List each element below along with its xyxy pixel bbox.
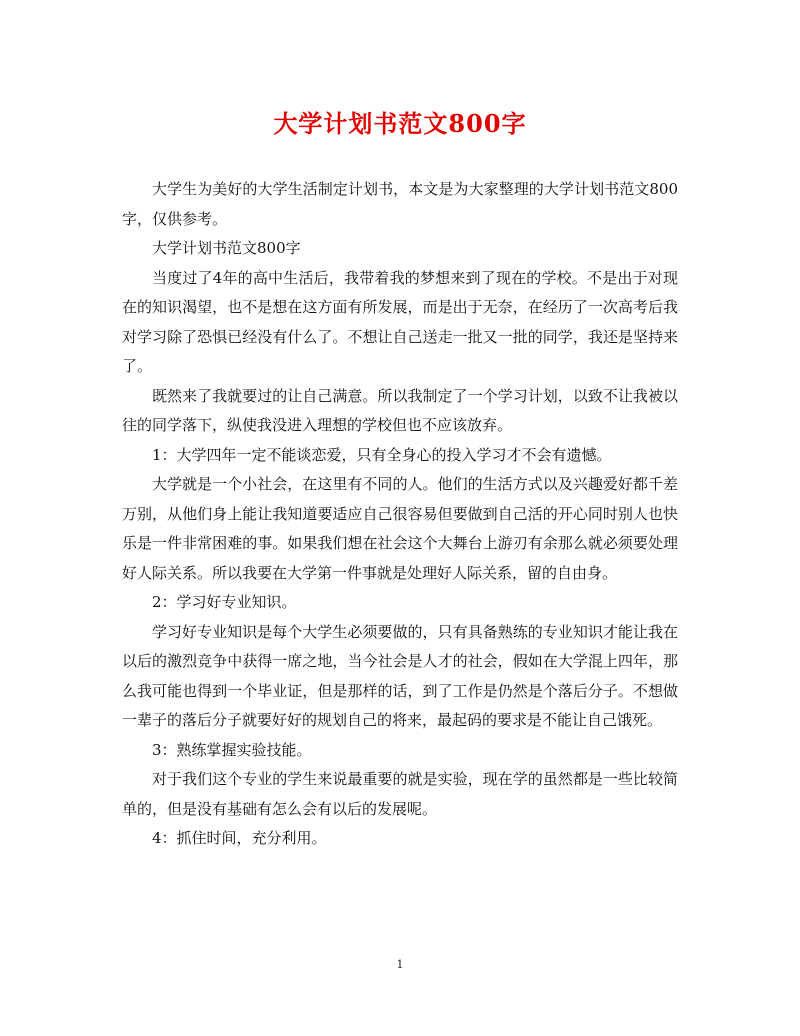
list-item-heading: 4：抓住时间，充分利用。 (152, 829, 327, 847)
paragraph: 大学生为美好的大学生活制定计划书，本文是为大家整理的大学计划书范文800字，仅供参考。 (122, 180, 678, 228)
paragraph: 对于我们这个专业的学生来说最重要的就是实验，现在学的虽然都是一些比较简单的，但是没有基础有怎么会有以后的发展呢。 (122, 770, 678, 818)
paragraph: 学习好专业知识是每个大学生必须要做的，只有具备熟练的专业知识才能让我在以后的激烈竞争中获得一席之地，当今社会是人才的社会，假如在大学混上四年，那么我可能也得到一个毕业证，但是那样的话，到了工作是仍然是个落后分子。不想做一辈子的落后分子就要好好的规划自己的将来，最起码的要求是不能让自己饿死。 (122, 622, 678, 729)
page-number: 1 (396, 958, 404, 971)
paragraph: 当度过了4年的高中生活后，我带着我的梦想来到了现在的学校。不是出于对现在的知识渴望，也不是想在这方面有所发展，而是出于无奈，在经历了一次高考后我对学习除了恐惧已经没有什么了。不想让自己送走一批又一批的同学，我还是坚持来了。 (122, 268, 678, 375)
list-item-heading: 2：学习好专业知识。 (152, 593, 297, 611)
list-item-heading: 3：熟练掌握实验技能。 (152, 740, 312, 759)
document-body (122, 175, 678, 854)
section-heading: 大学计划书范文800字 (152, 239, 301, 257)
paragraph: 既然来了我就要过的让自己满意。所以我制定了一个学习计划，以致不让我被以往的同学落下，纵使我没进入理想的学校但也不应该放弃。 (122, 386, 678, 434)
list-item-heading: 1：大学四年一定不能谈恋爱，只有全身心的投入学习才不会有遗憾。 (152, 445, 612, 464)
paragraph: 大学就是一个小社会，在这里有不同的人。他们的生活方式以及兴趣爱好都千差万别，从他们身上能让我知道要适应自己很容易但要做到自己活的开心同时别人也快乐是一件非常困难的事。如果我们想在社会这个大舞台上游刃有余那么就必须要处理好人际关系。所以我要在大学第一件事就是处理好人际关系，留的自由身。 (122, 475, 678, 582)
document-title: 大学计划书范文800字 (273, 109, 527, 138)
